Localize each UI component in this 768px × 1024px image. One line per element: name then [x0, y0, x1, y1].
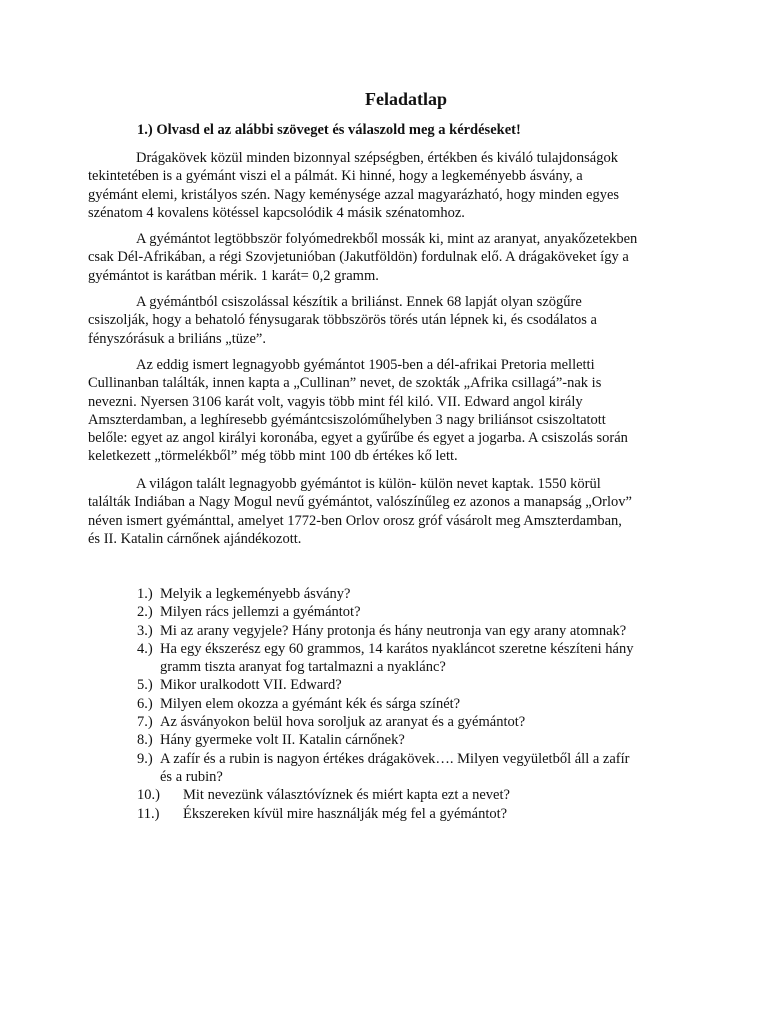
question-number: 2.): [137, 604, 153, 621]
paragraph-line: Az eddig ismert legnagyobb gyémántot 1905-ben a dél-afrikai Pretoria melletti: [136, 357, 595, 373]
paragraph-line: Amszterdamban, a leghíresebb gyémántcsiszolóműhelyben 3 nagy briliánsot csiszoltatott: [88, 411, 606, 428]
paragraph-line: belőle: egyet az angol királyi koronába, egyet a gyűrűbe és egyet a jogarba. A csiszolás során: [88, 430, 628, 447]
paragraph-line: csiszolják, hogy a behatoló fénysugarak többszörös törés után lépnek ki, és csodálatos a: [88, 312, 597, 329]
paragraph-line: gyémántot is karátban mérik. 1 karát= 0,2 gramm.: [88, 267, 379, 284]
question-text: Ékszereken kívül mire használják még fel a gyémántot?: [183, 805, 508, 822]
paragraph-line: tekintetében is a gyémánt viszi el a pálmát. Ki hinné, hogy a legkeményebb ásvány, a: [88, 168, 583, 185]
paragraph-line: A gyémántot legtöbbször folyómedrekből mossák ki, mint az aranyat, anyakőzetekben: [136, 231, 638, 247]
question-number: 10.): [137, 787, 160, 804]
question-number: 1.): [137, 586, 153, 602]
paragraph-cullinan: [88, 356, 688, 466]
question-item: [137, 695, 634, 713]
question-text: Ha egy ékszerész egy 60 grammos, 14 karátos nyakláncot szeretne készíteni hány: [160, 640, 634, 657]
question-text: gramm tiszta aranyat fog tartalmazni a nyaklánc?: [160, 659, 446, 676]
paragraph-line: Drágakövek közül minden bizonnyal szépségben, értékben és kiváló tulajdonságok: [136, 150, 618, 166]
paragraph-line: Cullinanban találták, innen kapta a „Cullinan” nevet, de szokták „Afrika csillagá”-nak is: [88, 375, 602, 392]
question-list: [137, 585, 634, 823]
question-text: Az ásványokon belül hova soroljuk az aranyat és a gyémántot?: [160, 714, 526, 731]
question-text: Milyen elem okozza a gyémánt kék és sárga színét?: [160, 695, 461, 712]
paragraph-line: A világon talált legnagyobb gyémántot is külön- külön nevet kaptak. 1550 körül: [136, 476, 601, 492]
question-item: [137, 585, 634, 603]
paragraph-line: néven ismert gyémánttal, amelyet 1772-ben Orlov orosz gróf vásárolt meg Amszterdamban,: [88, 512, 622, 529]
question-number: 8.): [137, 732, 153, 749]
question-number: 11.): [137, 805, 160, 822]
question-number: 6.): [137, 695, 153, 712]
paragraph-line: és II. Katalin cárnőnek ajándékozott.: [88, 530, 302, 547]
paragraph-line: gyémánt elemi, kristályos szén. Nagy keménysége azzal magyarázható, hogy minden egyes: [88, 186, 620, 203]
question-item: [137, 786, 634, 804]
question-item: [137, 603, 634, 621]
question-item: [137, 805, 634, 823]
question-item: [137, 622, 634, 640]
paragraph-line: nevezni. Nyersen 3106 karát volt, vagyis több mint fél kiló. VII. Edward angol király: [88, 393, 583, 410]
paragraph-diamond-intro: [88, 149, 688, 222]
question-number: 5.): [137, 677, 153, 694]
question-item: [137, 750, 634, 787]
question-text: Melyik a legkeményebb ásvány?: [160, 586, 351, 602]
question-item: [137, 713, 634, 731]
question-text: Mi az arany vegyjele? Hány protonja és hány neutronja van egy arany atomnak?: [160, 622, 627, 639]
paragraph-line: A gyémántból csiszolással készítik a briliánst. Ennek 68 lapját olyan szögűre: [136, 294, 582, 310]
question-item: [137, 731, 634, 749]
question-item: [137, 676, 634, 694]
page-title: Feladatlap: [364, 89, 447, 109]
paragraph-famous-diamonds: [88, 475, 688, 548]
question-text: Mikor uralkodott VII. Edward?: [160, 677, 342, 694]
paragraph-line: szénatom 4 kovalens kötéssel kapcsolódik 4 másik szénatomhoz.: [88, 204, 465, 221]
paragraph-line: fényszórásuk a briliáns „tüze”.: [88, 330, 266, 347]
paragraph-line: csak Dél-Afrikában, a régi Szovjetunióban (Jakutföldön) fordulnak elő. A drágaköveket így a: [88, 249, 629, 266]
question-text: A zafír és a rubin is nagyon értékes drágakövek…. Milyen vegyületből áll a zafír: [160, 750, 630, 767]
question-text: Hány gyermeke volt II. Katalin cárnőnek?: [160, 732, 405, 749]
question-item: [137, 640, 634, 677]
question-number: 4.): [137, 640, 153, 657]
question-number: 9.): [137, 750, 153, 767]
question-text: Mit nevezünk választóvíznek és miért kapta ezt a nevet?: [183, 787, 510, 804]
task-instruction: 1.) Olvasd el az alábbi szöveget és válaszold meg a kérdéseket!: [137, 122, 521, 138]
paragraph-line: keletkezett „törmelékből” még több mint 100 db értékes kő lett.: [88, 448, 458, 465]
question-number: 3.): [137, 622, 153, 639]
question-text: Milyen rács jellemzi a gyémántot?: [160, 604, 361, 621]
paragraph-brilliant: [88, 293, 688, 348]
paragraph-line: találták Indiában a Nagy Mogul nevű gyémántot, valószínűleg ez azonos a manapság „Orlov”: [88, 494, 632, 511]
question-text: és a rubin?: [160, 768, 223, 785]
question-number: 7.): [137, 714, 153, 731]
paragraph-diamond-sources: [88, 230, 688, 285]
